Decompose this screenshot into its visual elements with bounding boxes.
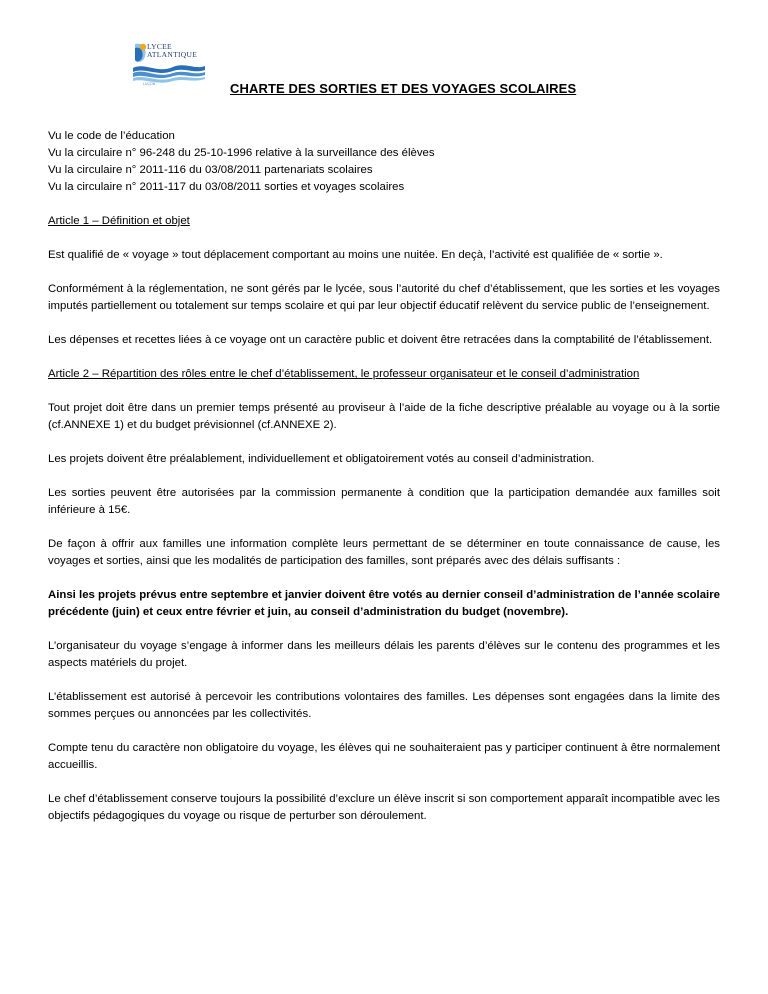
reference-line: Vu la circulaire n° 2011-117 du 03/08/2011 sorties et voyages scolaires xyxy=(48,181,405,193)
article-2-bold-paragraph: Ainsi les projets prévus entre septembre et janvier doivent être votés au dernier conseil d’administration de l’année scolaire précédente (juin) et ceux entre février et juin, au conseil d’administration du budget (novembre). xyxy=(48,589,720,618)
article-2-paragraph: L’organisateur du voyage s’engage à informer dans les meilleurs délais les parents d’élèves sur le contenu des programmes et les aspects matériels du projet. xyxy=(48,640,720,669)
article-2-paragraph: Tout projet doit être dans un premier temps présenté au proviseur à l’aide de la fiche descriptive préalable au voyage ou à la sortie (cf.ANNEXE 1) et du budget prévisionnel (cf.ANNEXE 2). xyxy=(48,402,720,431)
article-1-paragraph: Est qualifié de « voyage » tout déplacement comportant au moins une nuitée. En deçà, l’activité est qualifiée de « sortie ». xyxy=(48,249,663,261)
article-1-heading: Article 1 – Définition et objet xyxy=(48,215,190,227)
article-2-paragraph: Le chef d’établissement conserve toujours la possibilité d’exclure un élève inscrit si son comportement apparaît incompatible avec les objectifs pédagogiques du voyage ou risque de perturber son déroulement. xyxy=(48,793,720,822)
logo-tagline: LUÇON xyxy=(143,82,156,86)
logo-line2: ATLANTIQUE xyxy=(147,50,198,59)
article-2-paragraph: Les sorties peuvent être autorisées par la commission permanente à condition que la participation demandée aux familles soit inférieure à 15€. xyxy=(48,487,720,516)
article-2-paragraph: Les projets doivent être préalablement, individuellement et obligatoirement votés au conseil d’administration. xyxy=(48,453,595,465)
article-1-paragraph: Conformément à la réglementation, ne sont gérés par le lycée, sous l’autorité du chef d’établissement, que les sorties et les voyages imputés partiellement ou totalement sur temps scolaire et qui par leur objectif éducatif relèvent du service public de l’enseignement. xyxy=(48,283,720,312)
article-1-paragraph: Les dépenses et recettes liées à ce voyage ont un caractère public et doivent être retracées dans la comptabilité de l’établissement. xyxy=(48,334,713,346)
article-2-paragraph: De façon à offrir aux familles une information complète leurs permettant de se déterminer en toute connaissance de cause, les voyages et sorties, ainsi que les modalités de participation des familles, sont préparés avec des délais suffisants : xyxy=(48,538,720,567)
reference-line: Vu la circulaire n° 2011-116 du 03/08/2011 partenariats scolaires xyxy=(48,164,373,176)
article-2-heading: Article 2 – Répartition des rôles entre le chef d’établissement, le professeur organisateur et le conseil d’administration xyxy=(48,368,640,380)
reference-line: Vu le code de l’éducation xyxy=(48,130,175,142)
reference-line: Vu la circulaire n° 96-248 du 25-10-1996 relative à la surveillance des élèves xyxy=(48,147,435,159)
document-body xyxy=(48,128,720,825)
document-title: CHARTE DES SORTIES ET DES VOYAGES SCOLAIRES xyxy=(230,81,577,96)
article-2-paragraph: L’établissement est autorisé à percevoir les contributions volontaires des familles. Les dépenses sont engagées dans la limite des sommes perçues ou annoncées par les collectivités. xyxy=(48,691,720,720)
logo-line1: LYCEE xyxy=(147,42,172,51)
logo-text xyxy=(147,43,197,59)
article-2-paragraph: Compte tenu du caractère non obligatoire du voyage, les élèves qui ne souhaiteraient pas y participer continuent à être normalement accueillis. xyxy=(48,742,720,771)
